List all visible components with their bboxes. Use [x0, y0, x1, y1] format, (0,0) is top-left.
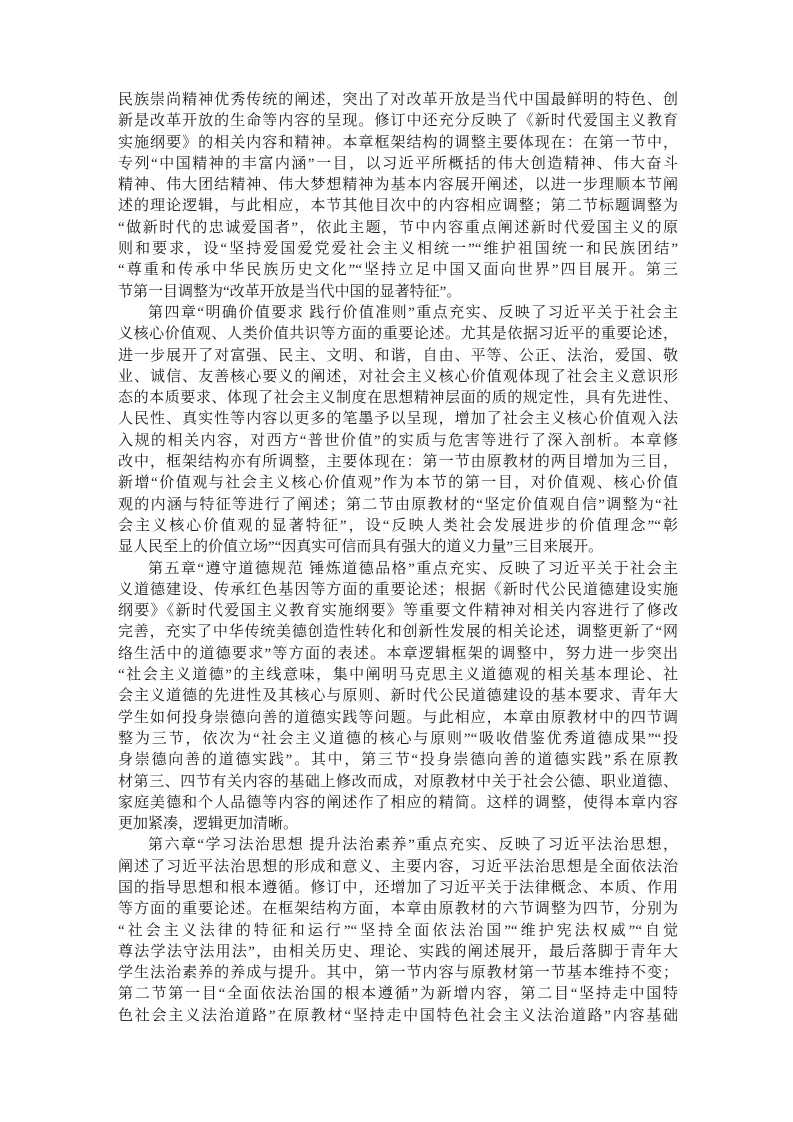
text-line: 家庭美德和个人品德等内容的阐述作了相应的精简。这样的调整，使得本章内容 — [118, 794, 678, 811]
text-line: 会主义道德的先进性及其核心与原则、新时代公民道德建设的基本要求、青年大 — [118, 688, 678, 705]
text-line: 观的内涵与特征等进行了阐述；第二节由原教材的“坚定价值观自信”调整为“社 — [118, 496, 678, 513]
text-line: 专列“中国精神的丰富内涵”一目，以习近平所概括的伟大创造精神、伟大奋斗 — [118, 155, 678, 172]
text-line: 阐述了习近平法治思想的形成和意义、主要内容，习近平法治思想是全面依法治 — [118, 858, 678, 875]
text-line: 第二节第一目“全面依法治国的根本遵循”为新增内容，第二目“坚持走中国特 — [118, 986, 678, 1003]
text-line: “社会主义法律的特征和运行”“坚持全面依法治国”“维护宪法权威”“自觉 — [118, 922, 678, 939]
text-line: 人民性、真实性等内容以更多的笔墨予以呈现，增加了社会主义核心价值观入法 — [118, 411, 678, 428]
text-line: “社会主义道德”的主线意味，集中阐明马克思主义道德观的相关基本理论、社 — [118, 667, 678, 684]
text-line: “尊重和传承中华民族历史文化”“坚持立足中国又面向世界”四目展开。第三 — [118, 262, 678, 279]
text-line: 学生如何投身崇德向善的道德实践等问题。与此相应，本章由原教材中的四节调 — [118, 709, 678, 726]
text-line: 完善，充实了中华传统美德创造性转化和创新性发展的相关论述，调整更新了“网 — [118, 624, 678, 641]
text-line: 节第一目调整为“改革开放是当代中国的显著特征”。 — [118, 283, 462, 300]
paragraph — [118, 90, 678, 303]
text-line: 络生活中的道德要求”等方面的表述。本章逻辑框架的调整中，努力进一步突出 — [118, 645, 678, 662]
text-line: 等方面的重要论述。在框架结构方面，本章由原教材的六节调整为四节，分别为 — [118, 901, 678, 918]
text-line: 精神、伟大团结精神、伟大梦想精神为基本内容展开阐述，以进一步理顺本节阐 — [118, 177, 678, 194]
text-line: 色社会主义法治道路”在原教材“坚持走中国特色社会主义法治道路”内容基础 — [118, 1007, 678, 1024]
text-line: 进一步展开了对富强、民主、文明、和谐，自由、平等、公正、法治，爱国、敬 — [118, 347, 678, 364]
document-body — [118, 90, 678, 1027]
text-line: 材第三、四节有关内容的基础上修改而成，对原教材中关于社会公德、职业道德、 — [118, 773, 678, 790]
text-line: 民族崇尚精神优秀传统的阐述，突出了对改革开放是当代中国最鲜明的特色、创 — [118, 92, 678, 108]
text-line: 新增“价值观与社会主义核心价值观”作为本节的第一目，对价值观、核心价值 — [118, 475, 678, 492]
text-line: “做新时代的忠诚爱国者”，依此主题，节中内容重点阐述新时代爱国主义的原 — [118, 219, 678, 236]
text-line: 业、诚信、友善核心要义的阐述，对社会主义核心价值观体现了社会主义意识形 — [118, 368, 678, 385]
text-line: 整为三节，依次为“社会主义道德的核心与原则”“吸收借鉴优秀道德成果”“投 — [118, 730, 678, 747]
text-line: 义核心价值观、人类价值共识等方面的重要论述。尤其是依据习近平的重要论述， — [118, 326, 678, 343]
text-line: 新是改革开放的生命等内容的呈现。修订中还充分反映了《新时代爱国主义教育 — [118, 113, 678, 130]
text-line: 义道德建设、传承红色基因等方面的重要论述；根据《新时代公民道德建设实施 — [118, 581, 678, 598]
text-line: 态的本质要求、体现了社会主义制度在思想精神层面的质的规定性，具有先进性、 — [118, 390, 678, 407]
text-line: 尊法学法守法用法”，由相关历史、理论、实践的阐述展开，最后落脚于青年大 — [118, 943, 678, 960]
text-line: 改中，框架结构亦有所调整，主要体现在：第一节由原教材的两目增加为三目， — [118, 454, 678, 471]
text-line: 入规的相关内容，对西方“普世价值”的实质与危害等进行了深入剖析。本章修 — [118, 432, 678, 449]
text-line: 则和要求，设“坚持爱国爱党爱社会主义相统一”“维护祖国统一和民族团结” — [118, 241, 678, 258]
text-line: 会主义核心价值观的显著特征”，设“反映人类社会发展进步的价值理念”“彰 — [118, 517, 678, 534]
text-line: 第六章“学习法治思想 提升法治素养”重点充实、反映了习近平法治思想， — [148, 837, 678, 854]
text-line: 身崇德向善的道德实践”。其中，第三节“投身崇德向善的道德实践”系在原教 — [118, 752, 678, 769]
text-line: 显人民至上的价值立场”“因真实可信而具有强大的道义力量”三目来展开。 — [118, 539, 603, 556]
text-line: 第四章“明确价值要求 践行价值准则”重点充实、反映了习近平关于社会主 — [148, 304, 678, 321]
text-line: 纲要》《新时代爱国主义教育实施纲要》等重要文件精神对相关内容进行了修改 — [118, 603, 678, 620]
paragraph — [118, 303, 678, 559]
text-line: 第五章“遵守道德规范 锤炼道德品格”重点充实、反映了习近平关于社会主 — [148, 560, 678, 577]
paragraph — [118, 559, 678, 836]
text-line: 实施纲要》的相关内容和精神。本章框架结构的调整主要体现在：在第一节中， — [118, 134, 678, 151]
text-line: 国的指导思想和根本遵循。修订中，还增加了习近平关于法律概念、本质、作用 — [118, 879, 678, 896]
text-line: 述的理论逻辑，与此相应，本节其他目次中的内容相应调整；第二节标题调整为 — [118, 198, 678, 215]
text-line: 更加紧凑，逻辑更加清晰。 — [118, 816, 299, 833]
paragraph — [118, 835, 678, 1027]
text-line: 学生法治素养的养成与提升。其中，第一节内容与原教材第一节基本维持不变； — [118, 965, 678, 982]
